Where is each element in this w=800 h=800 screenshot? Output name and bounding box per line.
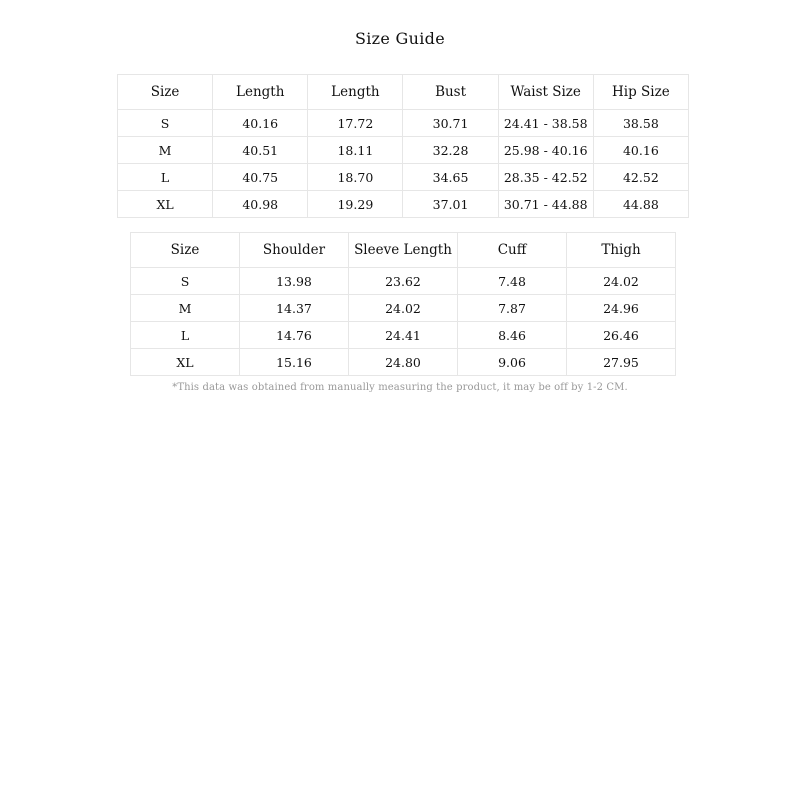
table-cell: 14.76	[240, 322, 349, 349]
table-row	[118, 110, 689, 137]
column-header: Size	[118, 75, 213, 110]
size-table-limb-measurements	[130, 232, 676, 376]
table-cell: 15.16	[240, 349, 349, 376]
table-cell-size: S	[118, 110, 213, 137]
table-cell: 28.35 - 42.52	[498, 164, 593, 191]
table-cell-size: XL	[118, 191, 213, 218]
table-cell: 7.48	[458, 268, 567, 295]
table-cell-size: S	[131, 268, 240, 295]
table-cell: 24.96	[567, 295, 676, 322]
table-row	[131, 295, 676, 322]
table-cell: 24.41	[349, 322, 458, 349]
table-cell: 7.87	[458, 295, 567, 322]
column-header: Cuff	[458, 233, 567, 268]
table-cell: 40.51	[213, 137, 308, 164]
table-cell: 14.37	[240, 295, 349, 322]
table-cell: 24.02	[349, 295, 458, 322]
table-row	[131, 349, 676, 376]
column-header: Shoulder	[240, 233, 349, 268]
table-cell: 26.46	[567, 322, 676, 349]
column-header: Bust	[403, 75, 498, 110]
table-cell: 24.80	[349, 349, 458, 376]
table-cell-size: M	[118, 137, 213, 164]
table-cell: 24.02	[567, 268, 676, 295]
table-cell: 32.28	[403, 137, 498, 164]
table-row	[131, 322, 676, 349]
column-header: Hip Size	[593, 75, 688, 110]
table-cell: 23.62	[349, 268, 458, 295]
table-cell: 40.98	[213, 191, 308, 218]
table-cell: 40.16	[593, 137, 688, 164]
table-header-row	[118, 75, 689, 110]
table-row	[118, 164, 689, 191]
table-cell: 18.11	[308, 137, 403, 164]
table-header-row	[131, 233, 676, 268]
table-cell-size: L	[131, 322, 240, 349]
table-cell: 38.58	[593, 110, 688, 137]
column-header: Thigh	[567, 233, 676, 268]
table-row	[131, 268, 676, 295]
column-header: Length	[213, 75, 308, 110]
table-cell: 42.52	[593, 164, 688, 191]
column-header: Waist Size	[498, 75, 593, 110]
table-cell: 18.70	[308, 164, 403, 191]
table-cell: 34.65	[403, 164, 498, 191]
column-header: Sleeve Length	[349, 233, 458, 268]
table-cell: 13.98	[240, 268, 349, 295]
table-cell: 37.01	[403, 191, 498, 218]
table-cell: 40.16	[213, 110, 308, 137]
table-cell: 30.71 - 44.88	[498, 191, 593, 218]
table-cell: 19.29	[308, 191, 403, 218]
table-cell: 17.72	[308, 110, 403, 137]
size-table-body-measurements	[117, 74, 689, 218]
table-cell: 24.41 - 38.58	[498, 110, 593, 137]
table-cell: 30.71	[403, 110, 498, 137]
page-title: Size Guide	[355, 29, 445, 48]
table-cell: 25.98 - 40.16	[498, 137, 593, 164]
table-row	[118, 137, 689, 164]
table-cell-size: L	[118, 164, 213, 191]
table-cell: 27.95	[567, 349, 676, 376]
column-header: Size	[131, 233, 240, 268]
table-cell: 8.46	[458, 322, 567, 349]
table-cell: 40.75	[213, 164, 308, 191]
measurement-disclaimer: *This data was obtained from manually measuring the product, it may be off by 1-2 CM.	[172, 382, 628, 393]
table-cell: 44.88	[593, 191, 688, 218]
table-row	[118, 191, 689, 218]
table-cell-size: XL	[131, 349, 240, 376]
table-cell-size: M	[131, 295, 240, 322]
column-header: Length	[308, 75, 403, 110]
table-cell: 9.06	[458, 349, 567, 376]
